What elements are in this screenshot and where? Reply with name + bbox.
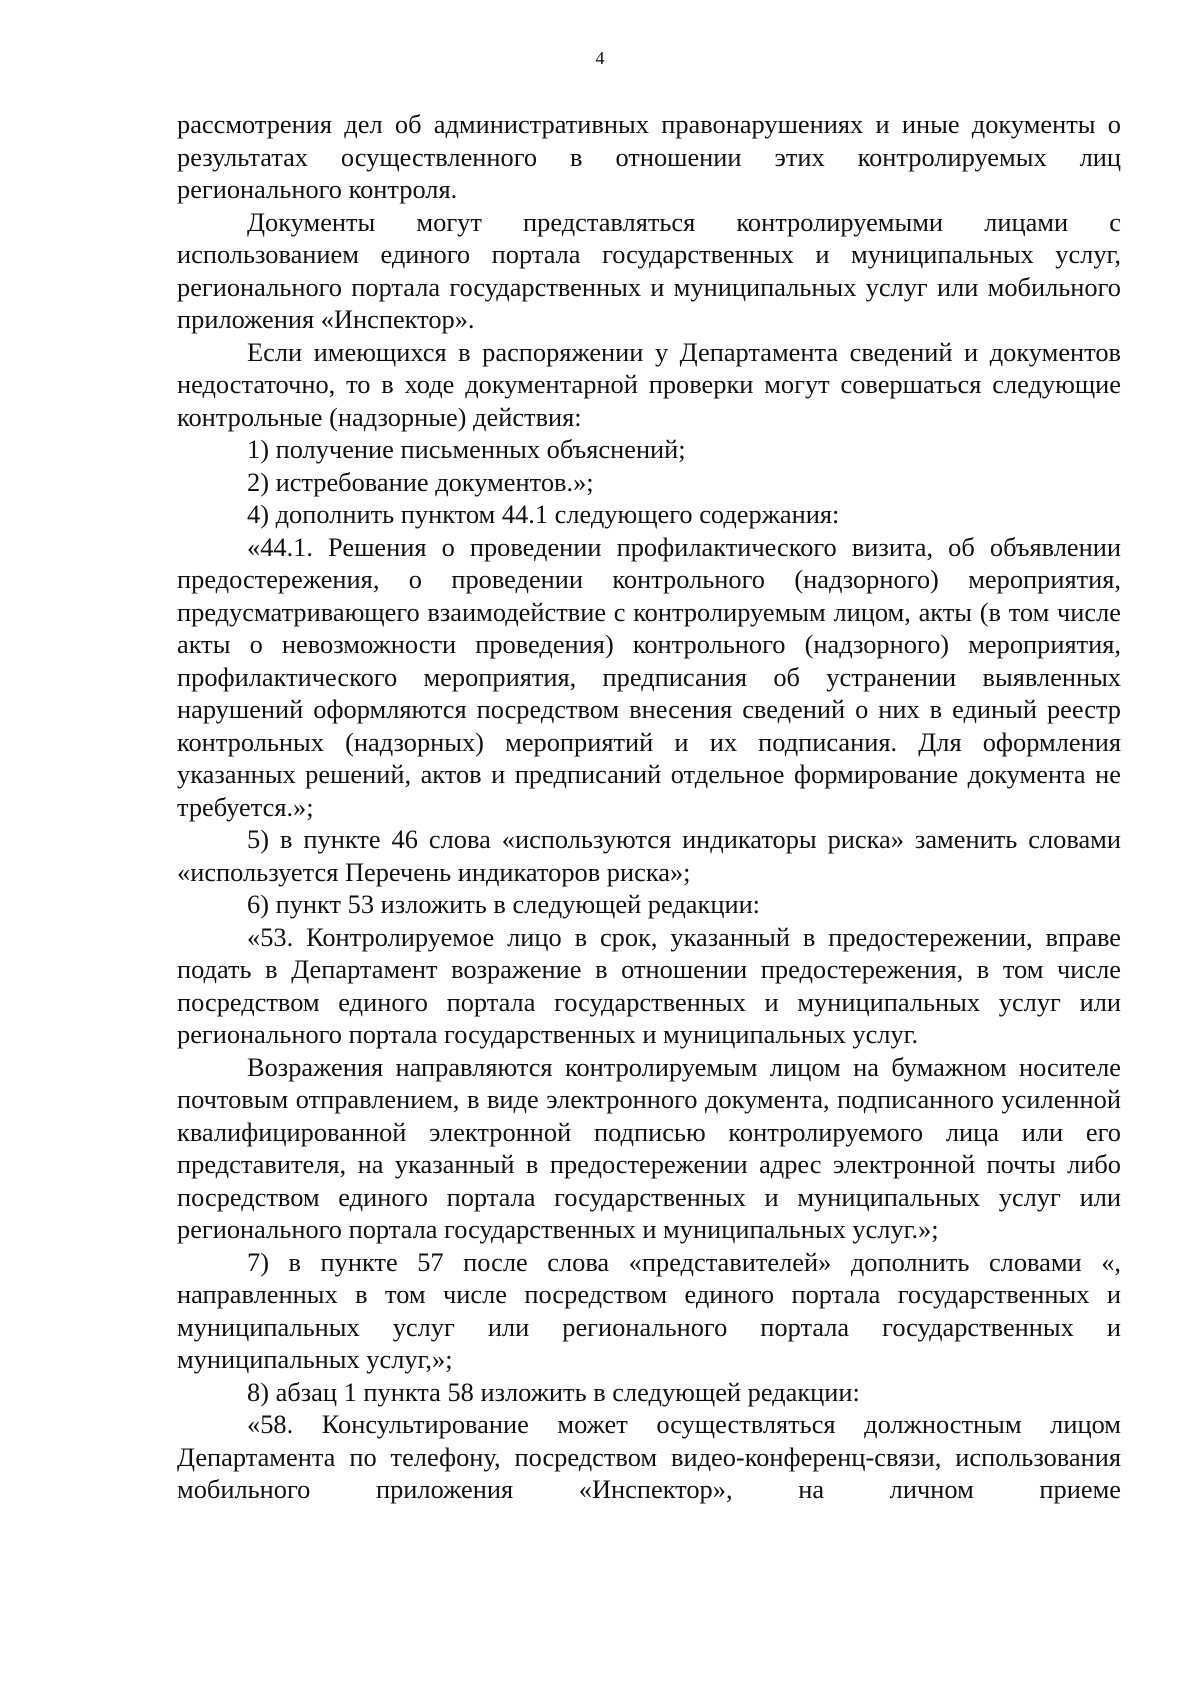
- amendment-item-8: 8) абзац 1 пункта 58 изложить в следующей редакции:: [247, 1376, 860, 1407]
- clause-53: «53. Контролируемое лицо в срок, указанный в предостережении, вправе подать в Департамент возражение в отношении предостережения, в том числе посредством единого портала государственных и муниципальных услуг или регионального портала государственных и муниципальных услуг.: [177, 921, 1121, 1049]
- paragraph-continuation: рассмотрения дел об административных правонарушениях и иные документы о результатах осуществленного в отношении этих контролируемых лиц регионального контроля.: [177, 109, 1121, 204]
- paragraph-objections: Возражения направляются контролируемым лицом на бумажном носителе почтовым отправлением, в виде электронного документа, подписанного усиленной квалифицированной электронной подписью контролируемого лица или его представителя, на указанный в предостережении адрес электронной почты либо посредством единого портала государственных и муниципальных услуг или регионального портала государственных и муниципальных услуг.»;: [177, 1051, 1121, 1244]
- clause-44-1: «44.1. Решения о проведении профилактического визита, об объявлении предостережения, о проведении контрольного (надзорного) мероприятия, предусматривающего взаимодействие с контролируемым лицом, акты (в том числе акты о невозможности проведения) контрольного (надзорного) мероприятия, профилактического мероприятия, предписания об устранении выявленных нарушений оформляются посредством внесения сведений о них в единый реестр контрольных (надзорных) мероприятий и их подписания. Для оформления указанных решений, актов и предписаний отдельное формирование документа не требуется.»;: [177, 531, 1121, 822]
- amendment-item-6: 6) пункт 53 изложить в следующей редакции:: [247, 889, 761, 919]
- document-body: [177, 108, 1121, 1506]
- list-item-explanations: 1) получение письменных объяснений;: [247, 434, 686, 464]
- amendment-item-4: 4) дополнить пунктом 44.1 следующего содержания:: [247, 499, 840, 529]
- paragraph-documents-submission: Документы могут представляться контролируемыми лицами с использованием единого портала государственных и муниципальных услуг, регионального портала государственных и муниципальных услуг или мобильного приложения «Инспектор».: [177, 206, 1121, 334]
- amendment-item-5: 5) в пункте 46 слова «используются индикаторы риска» заменить словами «используется Перечень индикаторов риска»;: [177, 824, 1121, 887]
- clause-58: «58. Консультирование может осуществляться должностным лицом Департамента по телефону, посредством видео-конференц-связи, использования мобильного приложения «Инспектор», на личном приеме: [177, 1409, 1121, 1504]
- list-item-documents-request: 2) истребование документов.»;: [247, 466, 594, 497]
- paragraph-insufficient-documents: Если имеющихся в распоряжении у Департамента сведений и документов недостаточно, то в ходе документарной проверки могут совершаться следующие контрольные (надзорные) действия:: [177, 336, 1121, 432]
- amendment-item-7: 7) в пункте 57 после слова «представителей» дополнить словами «, направленных в том числе посредством единого портала государственных и муниципальных услуг или регионального портала государственных и муниципальных услуг,»;: [177, 1246, 1121, 1374]
- page-number: 4: [595, 48, 605, 68]
